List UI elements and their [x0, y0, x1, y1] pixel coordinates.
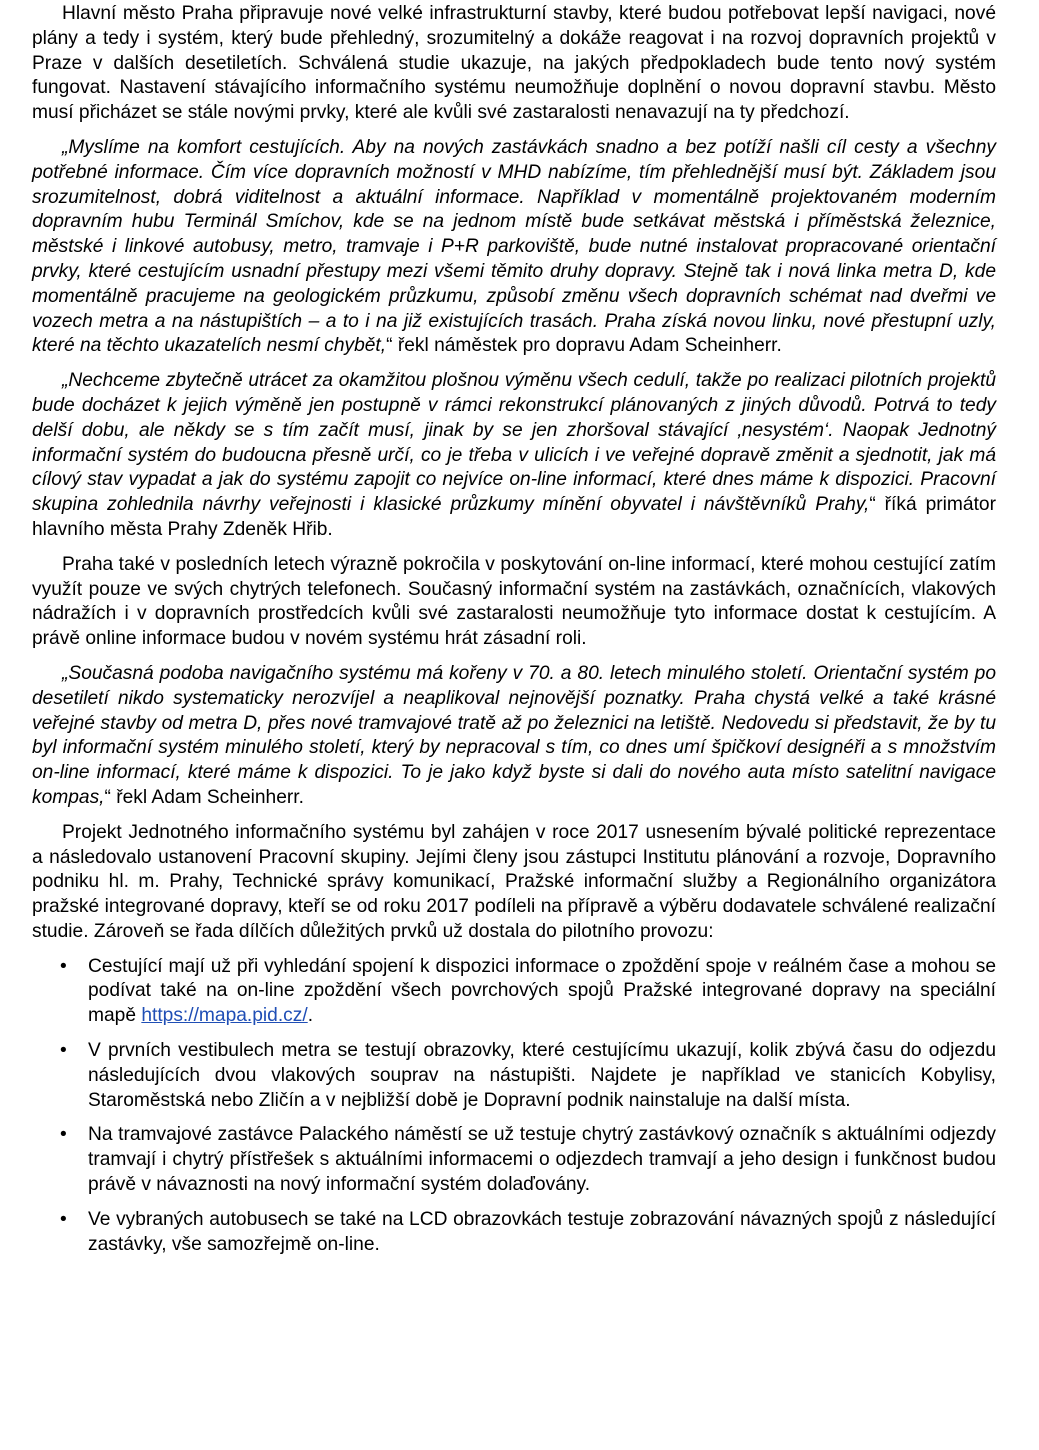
bullet-icon: •	[60, 1040, 67, 1062]
quote-text: „Myslíme na komfort cestujících. Aby na nových zastávkách snadno a bez potíží našli cíl cesty a všechny potřebné informace. Čím více dopravních možností v MHD nabízíme, tím přehlednější musí být. Základem jsou srozumitelnost, dobrá viditelnost a aktuální informace. Například v momentálně projektovaném moderním dopravním hubu Terminál Smíchov, kde se na jednom místě bude setkávat městská i příměstská železnice, městské i linkové autobusy, metro, tramvaje i P+R parkoviště, bude nutné instalovat propracované orientační prvky, které cestujícím usnadní přestupy mezi všemi těmito druhy dopravy. Stejně tak i nová linka metra D, kde momentálně pracujeme na geologickém průzkumu, způsobí změnu všech dopravních schémat nad dveřmi ve vozech metra a na nástupištích – a to i na již existujících trasách. Praha získá novou linku, nové přestupní uzly, které na těchto ukazatelích nesmí chybět,	[32, 136, 996, 357]
list-item	[32, 1208, 996, 1258]
list-item	[32, 955, 996, 1029]
online-info-paragraph: Praha také v posledních letech výrazně pokročila v poskytování on-line informací, které mohou cestující zatím využít pouze ve svých chytrých telefonech. Současný informační systém na zastávkách, označnících, vlakových nádražích i v dopravních prostředcích kvůli své zastaralosti neumožňuje tyto informace dostat k cestujícím. A právě online informace budou v novém systému hrát zásadní roli.	[32, 553, 996, 650]
quote-text: „Nechceme zbytečně utrácet za okamžitou plošnou výměnu všech cedulí, takže po realizaci pilotních projektů bude docházet k jejich výměně jen postupně v rámci rekonstrukcí plánovaných z jiných důvodů. Potrvá to tedy delší dobu, ale někdy se s tím začít musí, jinak by se jen zhoršoval stávající ‚nesystém‘. Naopak Jednotný informační systém do budoucna přesně určí, co je třeba v ulicích i ve veřejné dopravě změnit a sjednotit, jak má cílový stav vypadat a jak do systému zapojit co nejvíce on-line informací, které dnes máme k dispozici. Pracovní skupina zohlednila návrhy veřejnosti i klasické průzkumy mínění obyvatel i návštěvníků Prahy,	[32, 370, 996, 516]
list-item-text: Cestující mají už při vyhledání spojení k dispozici informace o zpoždění spoje v reálném čase a mohou se podívat také na on-line zpoždění všech povrchových spojů Pražské integrované dopravy na speciální mapě	[88, 955, 996, 1027]
list-item-text: Ve vybraných autobusech se také na LCD obrazovkách testuje zobrazování návazných spojů z následující zastávky, vše samozřejmě on-line.	[88, 1208, 996, 1255]
bullet-icon: •	[60, 955, 67, 977]
quote-paragraph-hrib	[32, 369, 996, 543]
quote-attribution: “ řekl náměstek pro dopravu Adam Scheinherr.	[386, 335, 782, 357]
pilot-features-list	[32, 955, 996, 1258]
list-item	[32, 1123, 996, 1197]
quote-text: „Současná podoba navigačního systému má kořeny v 70. a 80. letech minulého století. Orientační systém po desetiletí nikdo systematicky nerozvíjel a neaplikoval nejnovější poznatky. Praha chystá velké a také krásné veřejné stavby od metra D, přes nové tramvajové tratě až po železnici na letiště. Nedovedu si představit, že by tu byl informační systém minulého století, který by nepracoval s tím, co dnes umí špičkoví designéři a s množstvím on-line informací, které máme k dispozici. To je jako když byste si dali do nového auta místo satelitní navigace kompas,	[32, 662, 996, 808]
list-item-end: .	[307, 1005, 314, 1027]
quote-paragraph-scheinherr-1	[32, 136, 996, 359]
quote-attribution: “ řekl Adam Scheinherr.	[104, 786, 304, 808]
quote-paragraph-scheinherr-2	[32, 662, 996, 811]
list-item-text: Na tramvajové zastávce Palackého náměstí se už testuje chytrý zastávkový označník s aktuálními odjezdy tramvají i chytrý přístřešek s aktuálními informacemi o odjezdech tramvají a jeho design i funkčnost budou právě v návaznosti na nový informační systém dolaďovány.	[88, 1124, 996, 1196]
list-item	[32, 1039, 996, 1113]
document-page	[32, 2, 996, 1267]
project-paragraph: Projekt Jednotného informačního systému byl zahájen v roce 2017 usnesením bývalé politické reprezentace a následovalo ustanovení Pracovní skupiny. Jejími členy jsou zástupci Institutu plánování a rozvoje, Dopravního podniku hl. m. Prahy, Technické správy komunikací, Pražské informační služby a Regionálního organizátora pražské integrované dopravy, kteří se od roku 2017 podíleli na přípravě a výběru dodavatele schválené realizační studie. Zároveň se řada dílčích důležitých prvků už dostala do pilotního provozu:	[32, 821, 996, 942]
bullet-icon: •	[60, 1208, 67, 1230]
list-item-text: V prvních vestibulech metra se testují obrazovky, které cestujícímu ukazují, kolik zbývá času do odjezdu následujících dvou vlakových souprav na nástupišti. Najdete je například ve stanicích Kobylisy, Staroměstská nebo Zličín a v nejbližší době je Dopravní podnik nainstaluje na další místa.	[88, 1040, 996, 1111]
intro-paragraph: Hlavní město Praha připravuje nové velké infrastrukturní stavby, které budou potřebovat lepší navigaci, nové plány a tedy i systém, který bude přehledný, srozumitelný a dokáže reagovat i na rozvoj dopravních projektů v Praze v dalších desetiletích. Schválená studie ukazuje, na jakých předpokladech bude tento nový systém fungovat. Nastavení stávajícího informačního systému neumožňuje doplnění o novou dopravní stavbu. Město musí přicházet se stále novými prvky, které ale kvůli své zastaralosti nenavazují na ty předchozí.	[32, 3, 996, 124]
quote-attribution: “ říká primátor hlavního města Prahy Zdeněk Hřib.	[32, 494, 996, 540]
bullet-icon: •	[60, 1124, 67, 1146]
pid-map-link[interactable]: https://mapa.pid.cz/	[141, 1005, 308, 1027]
